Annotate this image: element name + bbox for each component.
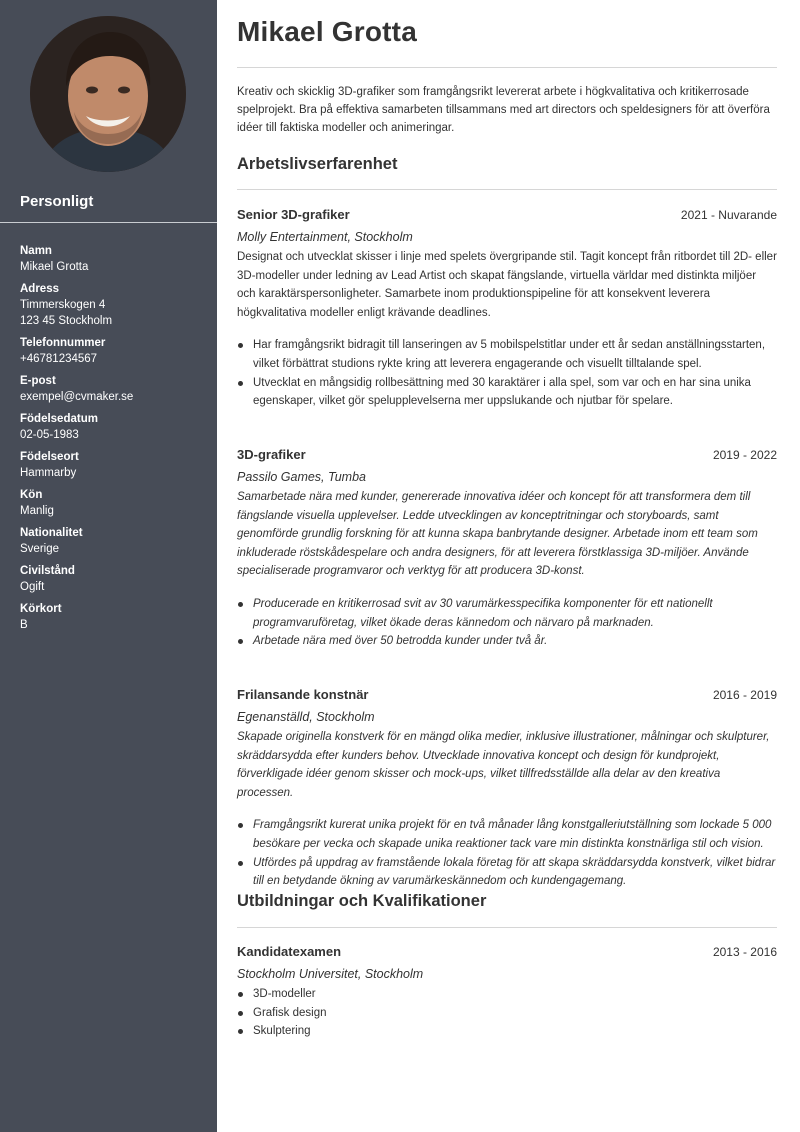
personal-item-email (20, 373, 210, 405)
personal-item-civil-status (20, 563, 210, 595)
personal-value: Hammarby (20, 467, 77, 479)
personal-item-name (20, 243, 210, 275)
list-item: Utfördes på uppdrag av framstående lokala företag för att skapa skräddarsydda konstverk, vilket bidrar till en betydande ökning av varumärkeskännedom och kundengagemang. (237, 854, 777, 891)
title-divider (237, 67, 777, 68)
personal-value: exempel@cvmaker.se (20, 391, 134, 403)
education-subjects (237, 985, 777, 1041)
job-achievements (237, 816, 777, 890)
personal-label: Namn (20, 245, 52, 257)
education-entry (237, 944, 777, 1041)
sidebar-divider (0, 222, 217, 223)
job-date: 2021 - Nuvarande (680, 208, 777, 222)
portrait-image (30, 16, 186, 172)
list-item: Framgångsrikt kurerat unika projekt för en två månader lång konstgalleriutställning som lockade 5 000 besökare per vecka och skapade unika reaktioner tack vare min distinkta konstnärliga stil och vision. (237, 816, 777, 853)
personal-value: 02-05-1983 (20, 429, 79, 441)
section-title-education: Utbildningar och Kvalifikationer (237, 892, 487, 910)
page-title: Mikael Grotta (237, 16, 417, 47)
personal-item-nationality (20, 525, 210, 557)
list-item: Producerade en kritikerrosad svit av 30 varumärkesspecifika komponenter för ett nationellt programvaruföretag, vilket ökade deras kännedom och närvaro på marknaden. (237, 595, 777, 632)
job-achievements (237, 595, 777, 651)
list-item: Arbetade nära med över 50 betrodda kunder under två år. (237, 632, 777, 651)
personal-value: +46781234567 (20, 353, 98, 365)
personal-value: Manlig (20, 505, 54, 517)
list-item: 3D-modeller (237, 985, 777, 1004)
personal-item-birthdate (20, 411, 210, 443)
job-description: Samarbetade nära med kunder, genererade innovativa idéer och koncept för att transformera dem till fängslande visuella upplevelser. Ledde utvecklingen av konceptritningar och storyboards, samt genomförde grundlig forskning för att kunna skapa banbrytande designer. Arbetade inom ett team som inkluderade röstskådespelare och andra designers, för att leverera förstklassiga 3D-miljöer. Använde specialiserade programvaror och verktyg för att producera 3D-konst. (237, 491, 758, 578)
personal-item-birthplace (20, 449, 210, 481)
personal-info (20, 243, 210, 639)
job-title: 3D-grafiker (237, 447, 306, 462)
personal-item-license (20, 601, 210, 633)
personal-item-gender (20, 487, 210, 519)
education-title: Kandidatexamen (237, 944, 342, 959)
sidebar (0, 0, 217, 1132)
job-date: 2016 - 2019 (712, 688, 777, 702)
avatar (30, 16, 186, 172)
personal-label: Nationalitet (20, 527, 83, 539)
personal-value: Timmerskogen 4 (20, 299, 106, 311)
personal-label: Födelsedatum (20, 413, 98, 425)
job-title: Senior 3D-grafiker (237, 207, 350, 222)
job-company: Egenanställd, Stockholm (237, 710, 375, 724)
profile-summary: Kreativ och skicklig 3D-grafiker som framgångsrikt levererat arbete i högkvalitativa och kritikerrosade spelprojekt. Bra på effektiva samarbeten tillsammans med art directors och speldesigners för att överföra idéer till faktiska modeller och animeringar. (237, 86, 770, 134)
personal-value: Sverige (20, 543, 59, 555)
personal-value: Ogift (20, 581, 45, 593)
job-achievements (237, 336, 777, 410)
personal-label: Födelseort (20, 451, 79, 463)
personal-label: Adress (20, 283, 59, 295)
personal-label: Kön (20, 489, 43, 501)
section-divider (237, 927, 777, 928)
list-item: Utvecklat en mångsidig rollbesättning med 30 karaktärer i alla spel, som var och en har sina unika egenskaper, vilket gör spelupplevelserna mer uppslukande och njutbar för spelare. (237, 374, 777, 411)
job-company: Passilo Games, Tumba (237, 470, 366, 484)
job-description: Designat och utvecklat skisser i linje med spelets övergripande stil. Tagit koncept från ritbordet till 2D- eller 3D-modeller under ledning av Lead Artist och skapat fängslande, virtuella världar med distinkta miljöer och karaktärspersonligheter. Samarbete inom produktionspipeline för att konsekvent leverera högkvalitativa modeller enligt krävande deadlines. (237, 251, 777, 319)
personal-value: B (20, 619, 28, 631)
personal-heading: Personligt (20, 193, 94, 210)
section-divider (237, 189, 777, 190)
personal-label: Telefonnummer (20, 337, 106, 349)
section-title-experience: Arbetslivserfarenhet (237, 155, 398, 173)
education-school: Stockholm Universitet, Stockholm (237, 967, 424, 981)
personal-item-address (20, 281, 210, 329)
list-item: Har framgångsrikt bidragit till lanseringen av 5 mobilspelstitlar under ett år sedan anställningsstarten, vilket förbättrat studions rykte kring att leverera engagerande och visuellt tilltalande spel. (237, 336, 777, 373)
personal-value: Mikael Grotta (20, 261, 89, 273)
personal-label: Körkort (20, 603, 62, 615)
job-title: Frilansande konstnär (237, 687, 369, 702)
job-entry (237, 687, 777, 891)
job-date: 2019 - 2022 (712, 448, 777, 462)
personal-item-phone (20, 335, 210, 367)
personal-value: 123 45 Stockholm (20, 315, 113, 327)
personal-label: E-post (20, 375, 56, 387)
list-item: Grafisk design (237, 1004, 777, 1023)
job-company: Molly Entertainment, Stockholm (237, 230, 413, 244)
list-item: Skulptering (237, 1022, 777, 1041)
job-entry (237, 207, 777, 411)
education-date: 2013 - 2016 (712, 945, 777, 959)
job-entry (237, 447, 777, 651)
personal-label: Civilstånd (20, 565, 75, 577)
job-description: Skapade originella konstverk för en mängd olika medier, inklusive illustrationer, målningar och skulpturer, skräddarsydda efter kunders behov. Utvecklade innovativa koncept och design för kundprojekt, förverkligade idéer genom skisser och mock-ups, vilket tillfredsställde alla delar av den kreativa processen. (237, 731, 770, 799)
